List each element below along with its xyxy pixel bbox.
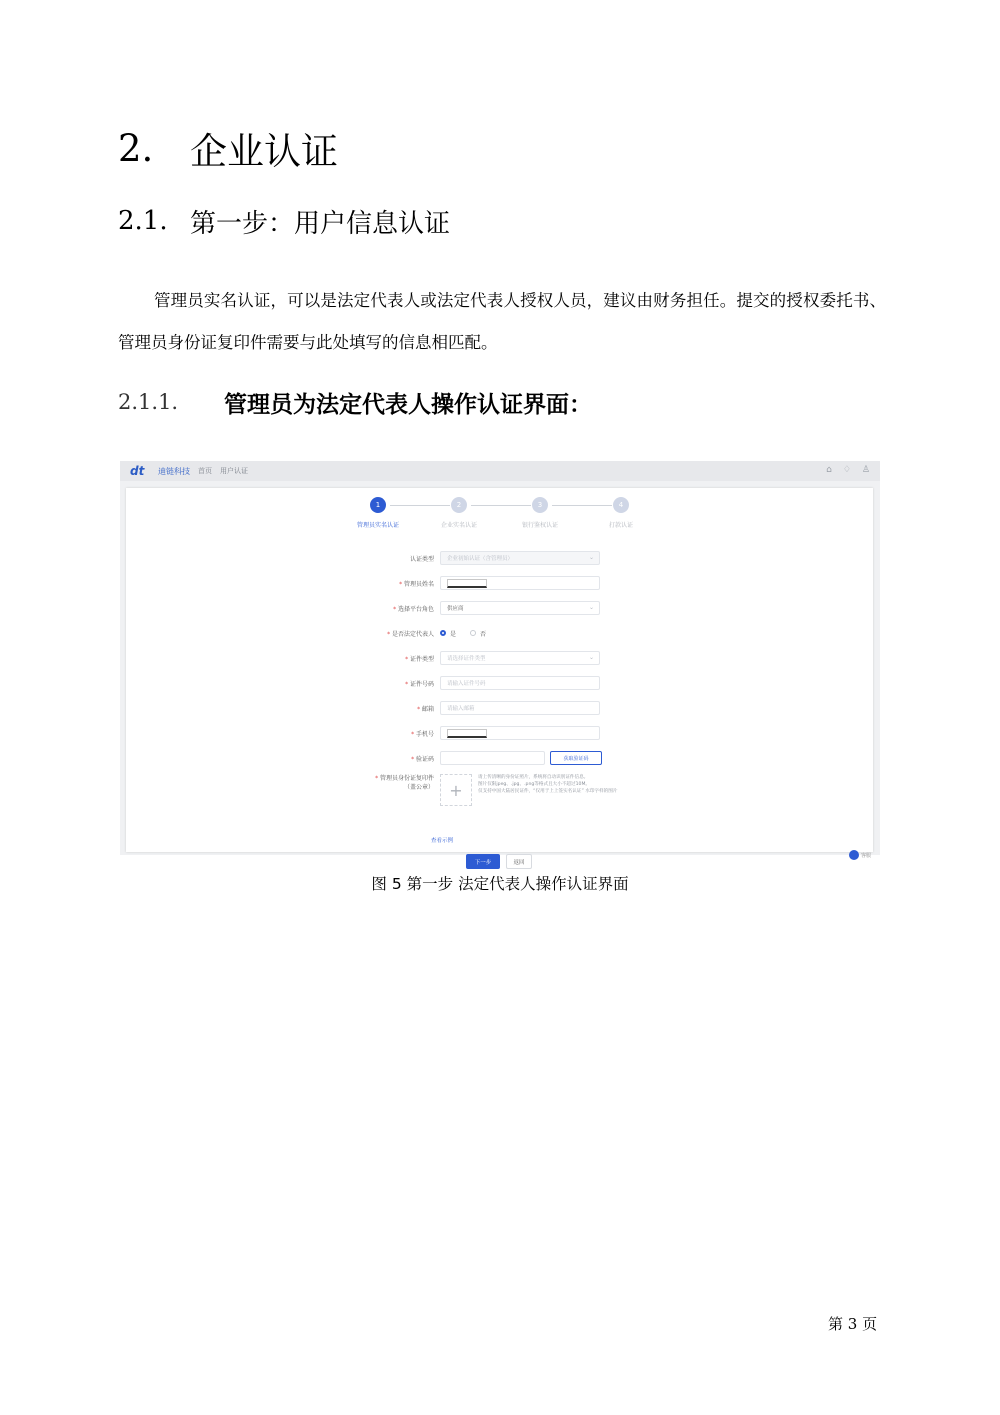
verify-code-row bbox=[366, 750, 602, 766]
upload-button[interactable] bbox=[440, 774, 472, 806]
id-number-placeholder: 请输入证件号码 bbox=[447, 681, 486, 687]
breadcrumb-home[interactable]: 首页 bbox=[198, 467, 212, 475]
admin-name-row bbox=[366, 575, 600, 591]
figure-caption: 图 5 第一步 法定代表人操作认证界面 bbox=[371, 875, 629, 893]
email-row bbox=[366, 700, 600, 716]
phone-label: * 手机号 bbox=[411, 730, 434, 738]
page-number: 第 3 页 bbox=[828, 1315, 878, 1333]
id-number-row bbox=[366, 675, 600, 691]
user-icon[interactable]: ♙ bbox=[861, 465, 870, 475]
phone-input[interactable] bbox=[440, 726, 600, 740]
plus-icon: + bbox=[449, 780, 463, 800]
id-type-label: * 证件类型 bbox=[405, 655, 434, 663]
radio-unchecked-icon bbox=[470, 630, 476, 636]
breadcrumb-current: 用户认证 bbox=[220, 467, 248, 475]
example-link[interactable]: 查看示例 bbox=[431, 838, 454, 844]
step-3-dot: 3 bbox=[532, 497, 548, 513]
heading-2 bbox=[118, 200, 450, 242]
top-bar bbox=[120, 461, 880, 481]
email-label: * 邮箱 bbox=[417, 705, 434, 713]
body-paragraph bbox=[118, 280, 886, 364]
platform-role-label: * 选择平台角色 bbox=[393, 605, 434, 613]
step-4-label: 打款认证 bbox=[608, 522, 633, 529]
admin-name-input[interactable] bbox=[440, 576, 600, 590]
id-number-label: * 证件号码 bbox=[405, 680, 434, 688]
heading-3-number: 2.1.1. bbox=[118, 390, 179, 414]
id-number-input[interactable] bbox=[440, 676, 600, 690]
admin-name-label: * 管理员姓名 bbox=[399, 580, 434, 588]
step-connector bbox=[552, 505, 612, 506]
step-1-dot: 1 bbox=[370, 497, 386, 513]
auth-type-value: 企业初始认证（含管理员） bbox=[447, 556, 514, 562]
step-4-dot: 4 bbox=[613, 497, 629, 513]
id-copy-row bbox=[366, 774, 617, 806]
bell-icon[interactable]: ♢ bbox=[842, 465, 851, 475]
chevron-down-icon: ⌄ bbox=[588, 554, 594, 561]
support-widget[interactable]: 客服 bbox=[849, 850, 871, 860]
heading-1-number: 2. bbox=[118, 126, 154, 170]
verify-code-input[interactable] bbox=[440, 751, 545, 765]
step-connector bbox=[471, 505, 531, 506]
phone-row bbox=[366, 725, 600, 741]
step-connector bbox=[390, 505, 450, 506]
legal-rep-label: * 是否法定代表人 bbox=[387, 630, 434, 638]
step-2-dot: 2 bbox=[451, 497, 467, 513]
heading-1-text: 企业认证 bbox=[190, 130, 338, 173]
auth-type-select[interactable] bbox=[440, 551, 600, 565]
get-code-button[interactable]: 获取验证码 bbox=[550, 751, 602, 765]
email-placeholder: 请输入邮箱 bbox=[447, 706, 475, 712]
id-copy-label: * 管理员身份证复印件（盖公章） bbox=[375, 775, 434, 791]
chevron-down-icon: ⌄ bbox=[588, 654, 594, 661]
paragraph-text: 管理员实名认证，可以是法定代表人或法定代表人授权人员，建议由财务担任。提交的授权委托书、管理员身份证复印件需要与此处填写的信息相匹配。 bbox=[118, 291, 886, 352]
heading-1 bbox=[118, 120, 338, 176]
heading-3 bbox=[118, 382, 592, 422]
id-type-select[interactable] bbox=[440, 651, 600, 665]
upload-tips: 请上传清晰的身份证照片，系统将自动识别证件信息。 图片仅限jpeg、.jpg、.png等格式且大小不超过10M。 仅支持中国大陆居民证件，“仅用于上上签实名认证” 水印字样的图片 bbox=[478, 775, 618, 794]
brand-logo[interactable]: dt bbox=[130, 464, 145, 478]
radio-no[interactable]: 否 bbox=[470, 629, 486, 638]
heading-3-text: 管理员为法定代表人操作认证界面： bbox=[224, 391, 592, 418]
brand-name: 迪链科技 bbox=[158, 466, 190, 476]
id-type-row bbox=[366, 650, 600, 666]
verify-code-label: * 验证码 bbox=[411, 755, 434, 763]
radio-yes[interactable]: 是 bbox=[440, 629, 456, 638]
auth-type-row bbox=[366, 550, 600, 566]
id-type-placeholder: 请选择证件类型 bbox=[447, 656, 486, 662]
chat-icon bbox=[849, 850, 859, 860]
step-2-label: 企业实名认证 bbox=[440, 522, 477, 529]
platform-role-value: 供应商 bbox=[447, 606, 464, 612]
home-icon[interactable]: ⌂ bbox=[826, 465, 832, 475]
heading-2-text: 第一步：用户信息认证 bbox=[190, 208, 451, 239]
form-card bbox=[126, 488, 873, 866]
radio-checked-icon bbox=[440, 630, 446, 636]
redacted-value bbox=[447, 729, 487, 738]
chevron-down-icon: ⌄ bbox=[588, 604, 594, 611]
redacted-value bbox=[447, 579, 487, 588]
email-input[interactable] bbox=[440, 701, 600, 715]
auth-type-label: 认证类型 bbox=[409, 555, 434, 563]
embedded-screenshot bbox=[120, 461, 880, 866]
platform-role-row bbox=[366, 600, 600, 616]
next-button[interactable]: 下一步 bbox=[466, 854, 500, 869]
heading-2-number: 2.1. bbox=[118, 206, 168, 236]
legal-rep-row bbox=[366, 625, 486, 641]
platform-role-select[interactable] bbox=[440, 601, 600, 615]
step-1-label: 管理员实名认证 bbox=[356, 522, 399, 529]
step-3-label: 银行鉴权认证 bbox=[521, 522, 558, 529]
back-button[interactable]: 返回 bbox=[506, 854, 532, 869]
